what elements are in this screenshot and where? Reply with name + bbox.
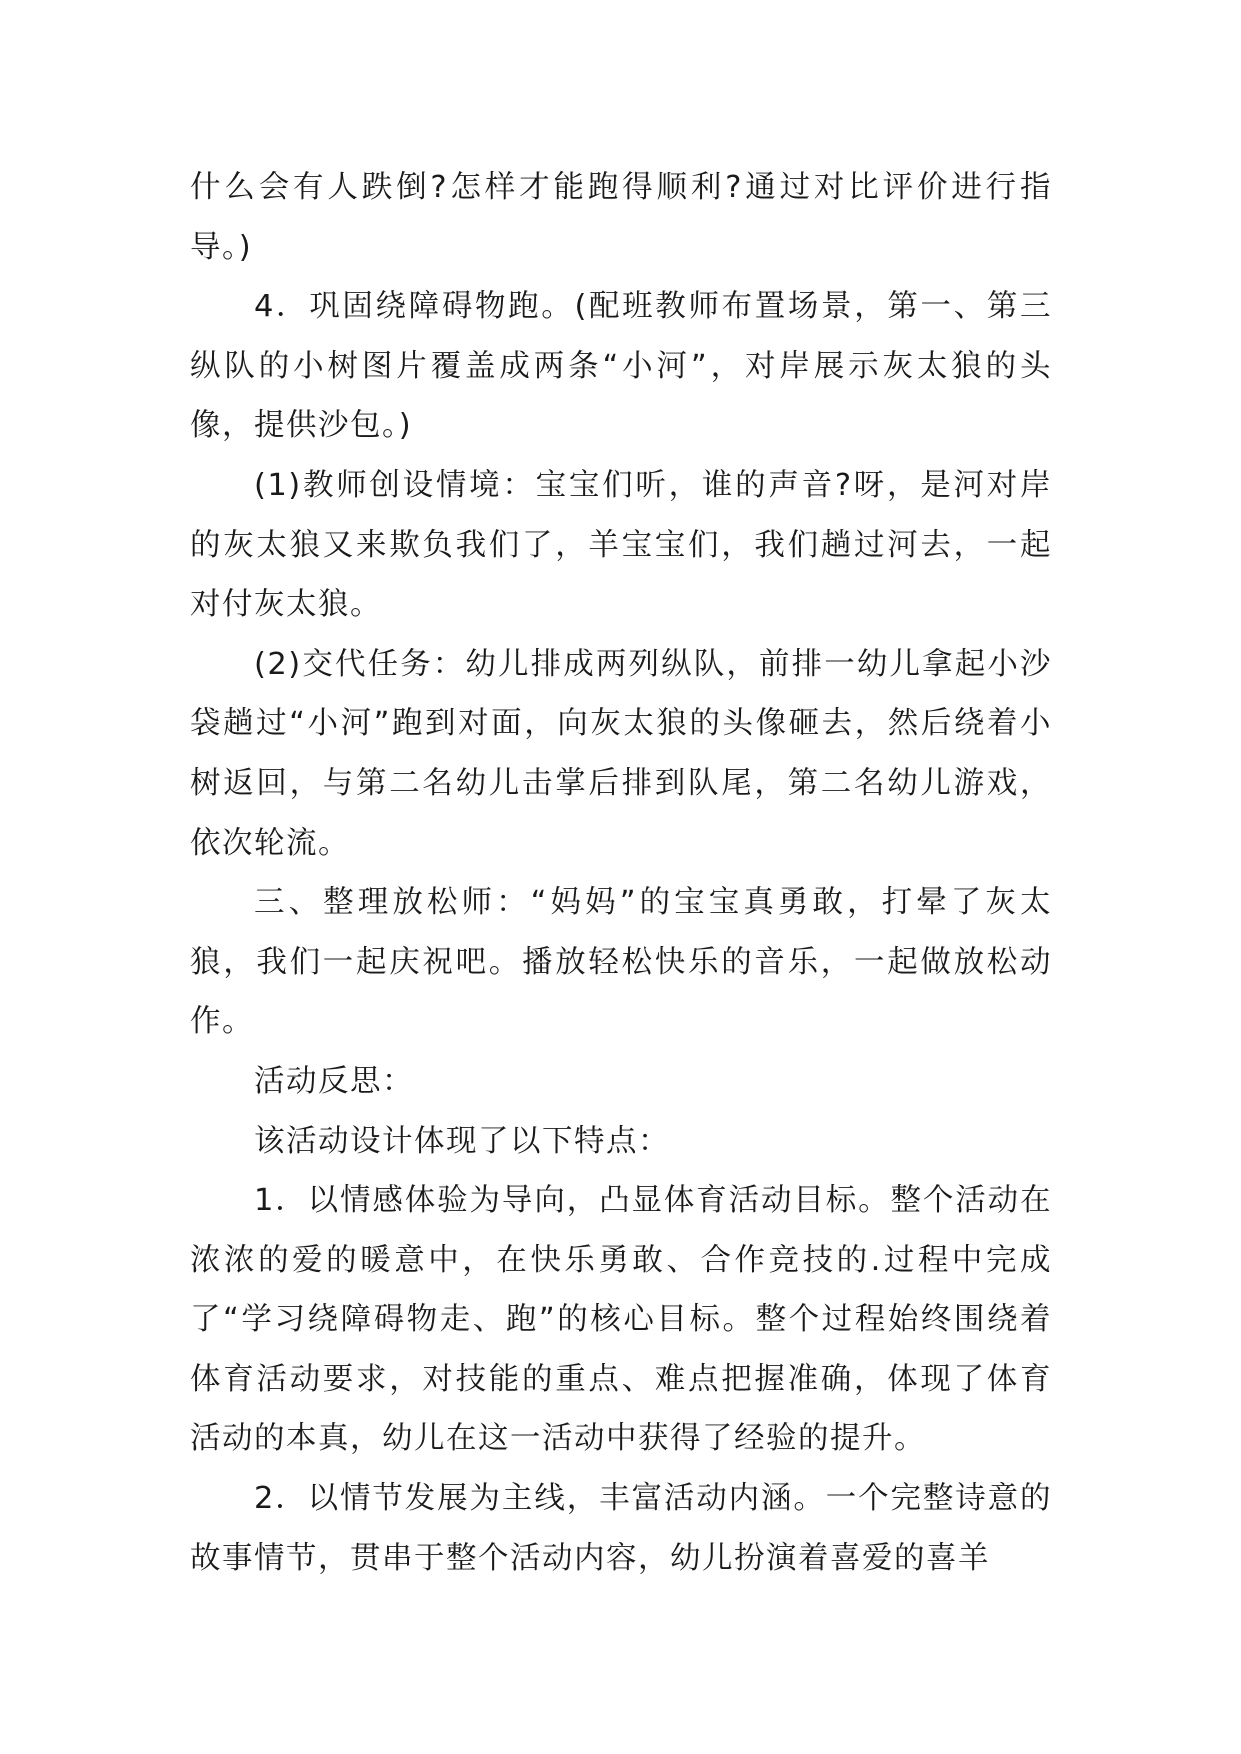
paragraph-section-3: 三、整理放松师：“妈妈”的宝宝真勇敢，打晕了灰太狼，我们一起庆祝吧。播放轻松快乐的音乐，一起做放松动作。 [190, 885, 1052, 1040]
heading-reflection: 活动反思： [254, 1063, 414, 1099]
paragraph-substep-2: (2)交代任务：幼儿排成两列纵队，前排一幼儿拿起小沙袋趟过“小河”跑到对面，向灰太狼的头像砸去，然后绕着小树返回，与第二名幼儿击掌后排到队尾，第二名幼儿游戏，依次轮流。 [190, 646, 1052, 861]
paragraph-features-intro: 该活动设计体现了以下特点： [254, 1123, 670, 1159]
paragraph-step-4: 4．巩固绕障碍物跑。(配班教师布置场景，第一、第三纵队的小树图片覆盖成两条“小河”，对岸展示灰太狼的头像，提供沙包。) [190, 289, 1052, 444]
document-body [190, 158, 1052, 1588]
paragraph-feature-1: 1．以情感体验为导向，凸显体育活动目标。整个活动在浓浓的爱的暖意中，在快乐勇敢、合作竞技的.过程中完成了“学习绕障碍物走、跑”的核心目标。整个过程始终围绕着体育活动要求，对技能的重点、难点把握准确，体现了体育活动的本真，幼儿在这一活动中获得了经验的提升。 [190, 1183, 1052, 1457]
paragraph-substep-1: (1)教师创设情境：宝宝们听，谁的声音?呀，是河对岸的灰太狼又来欺负我们了，羊宝宝们，我们趟过河去，一起对付灰太狼。 [190, 467, 1052, 623]
paragraph-feature-2: 2．以情节发展为主线，丰富活动内涵。一个完整诗意的故事情节，贯串于整个活动内容，幼儿扮演着喜爱的喜羊 [190, 1481, 1052, 1576]
paragraph-continuation: 什么会有人跌倒?怎样才能跑得顺利?通过对比评价进行指导。) [190, 170, 1052, 265]
